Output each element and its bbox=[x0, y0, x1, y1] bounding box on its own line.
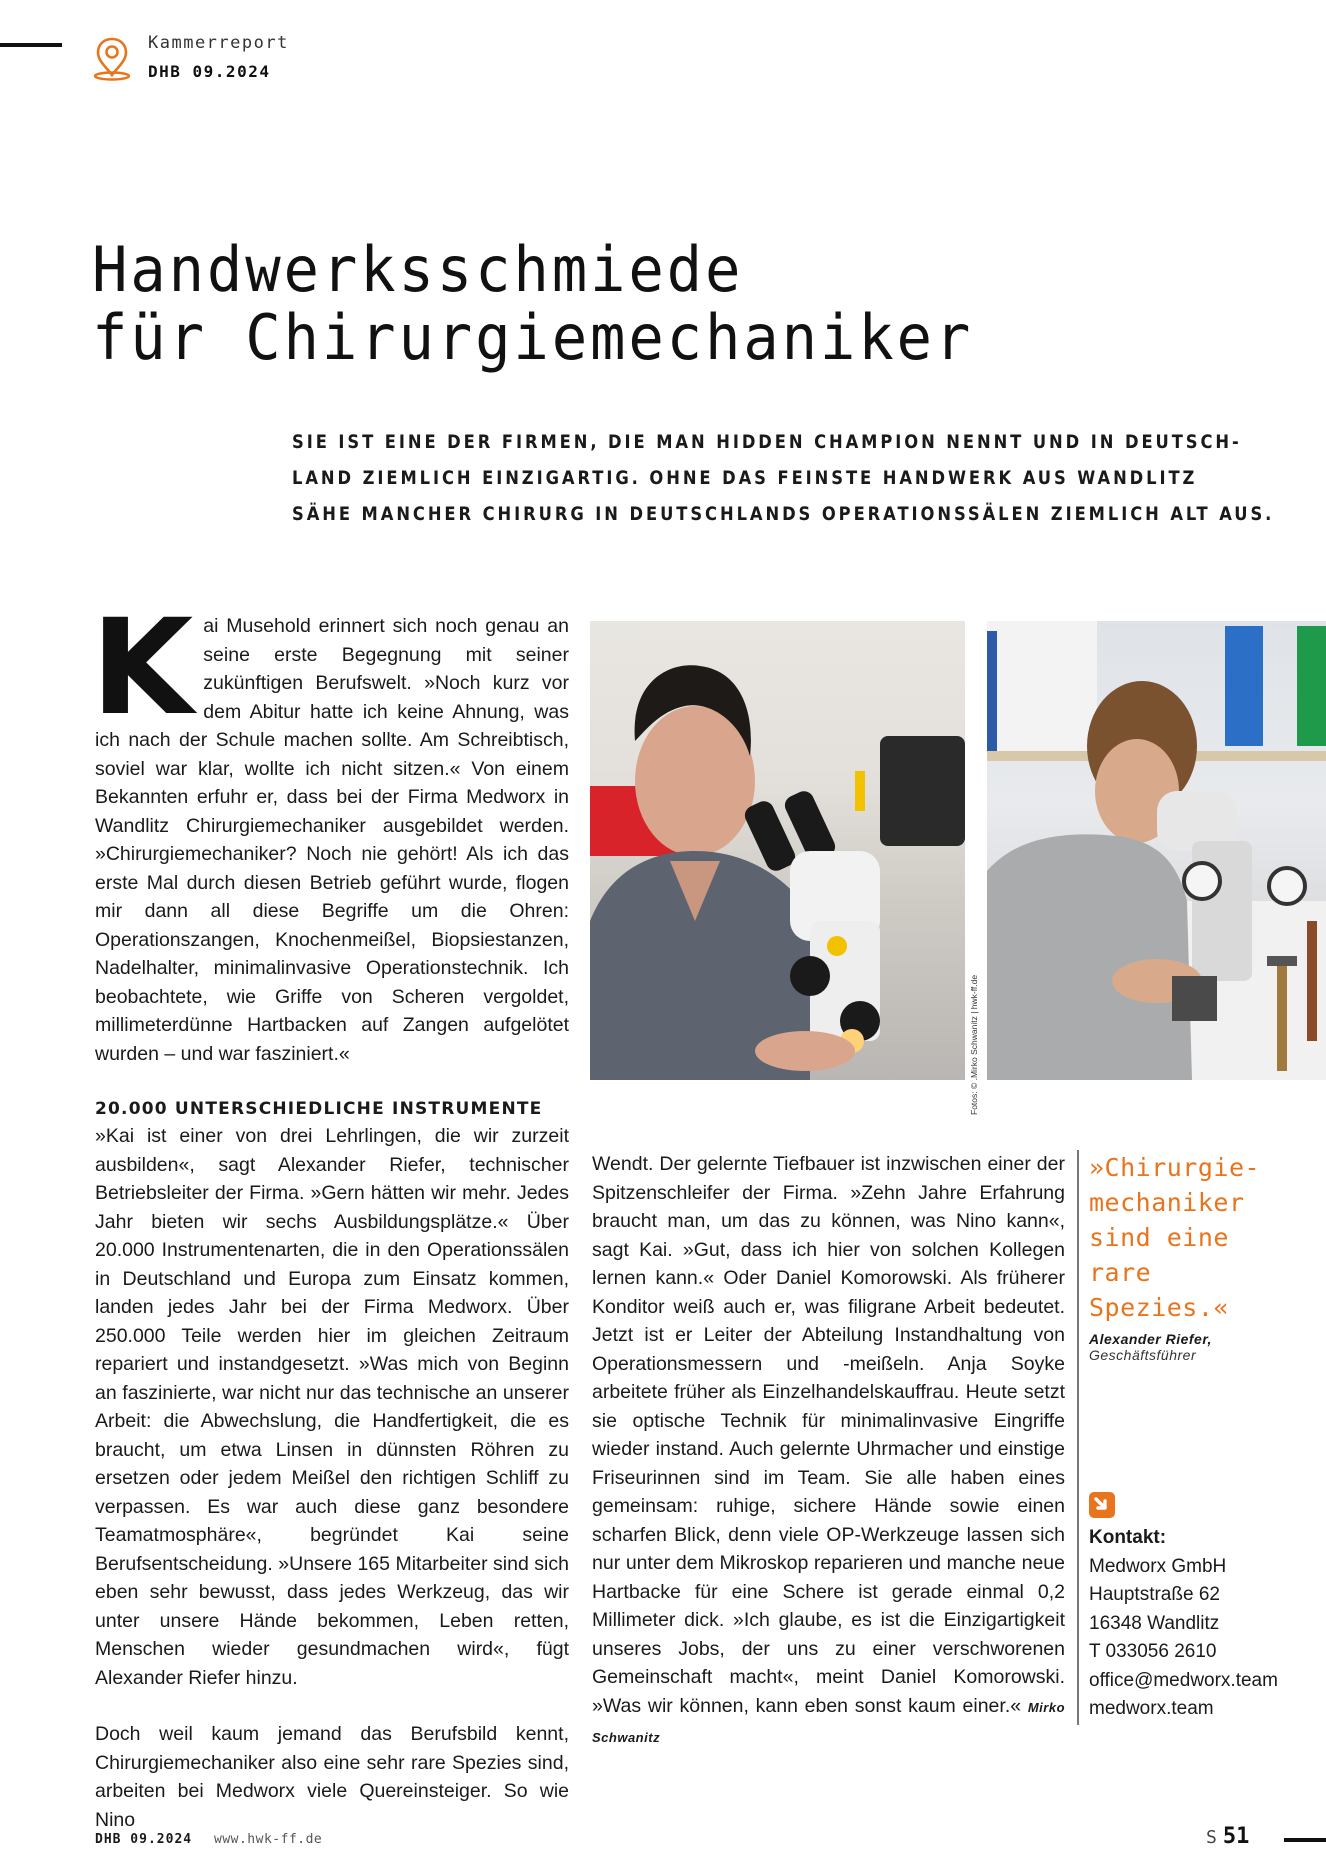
paragraph: »Kai ist einer von drei Lehrlingen, die wir zurzeit ausbilden«, sagt Alexander Riefer, technischer Betriebsleiter der Firma. »Gern hätten wir mehr. Jedes Jahr bieten wir sechs Ausbildungsplätze.« Über 20.000 Instrumentenarten, die in den Operationssälen in Deutschland und Europa zum Einsatz kommen, landen jedes Jahr bei der Firma Medworx. Über 250.000 Teile werden hier im gleichen Zeitraum repariert und instandgesetzt. »Was mich von Beginn an faszinierte, war nicht nur das technische an unserer Arbeit: die Abwechslung, die Handfertigkeit, die es braucht, um etwa Linsen in dünnsten Röhren zu ersetzen oder jedem Meißel den richtigen Schliff zu verpassen. Es war auch diese ganz besondere Teamatmosphäre«, begründet Kai seine Berufsentscheidung. »Unsere 165 Mitarbeiter sind sich eben sehr bewusst, dass jedes Werkzeug, das wir unter unsere Hände bekommen, Leben retten, Menschen wieder gesundmachen wird«, fügt Alexander Riefer hinzu. bbox=[95, 1125, 569, 1689]
header-rule bbox=[0, 43, 62, 47]
footer-issue: DHB 09.2024 bbox=[95, 1832, 193, 1847]
photo-illustration bbox=[987, 621, 1326, 1080]
pull-quote bbox=[1089, 1150, 1326, 1325]
pull-quote-line: sind eine bbox=[1089, 1223, 1229, 1252]
title-line-1: Handwerksschmiede bbox=[92, 233, 744, 306]
pull-quote-line: Spezies.« bbox=[1089, 1293, 1229, 1322]
arrow-down-right-icon bbox=[1089, 1492, 1115, 1518]
photo-young-man-workbench bbox=[987, 621, 1326, 1080]
lede-line: SÄHE MANCHER CHIRURG IN DEUTSCHLANDS OPERATIONSSÄLEN ZIEMLICH ALT AUS. bbox=[292, 503, 1275, 525]
contact-street: Hauptstraße 62 bbox=[1089, 1584, 1220, 1605]
sidebar bbox=[1077, 1150, 1326, 1725]
contact-company: Medworx GmbH bbox=[1089, 1555, 1227, 1577]
quote-author-role: Geschäftsführer bbox=[1089, 1347, 1197, 1363]
article-column-2 bbox=[592, 1150, 1065, 1753]
contact-website[interactable]: medworx.team bbox=[1089, 1698, 1214, 1719]
pull-quote-line: mechaniker bbox=[1089, 1188, 1245, 1217]
footer-rule bbox=[1284, 1838, 1326, 1842]
footer-url[interactable]: www.hwk-ff.de bbox=[214, 1832, 323, 1847]
page-number-value: 51 bbox=[1222, 1824, 1250, 1849]
contact-email[interactable]: office@medworx.team bbox=[1089, 1669, 1278, 1691]
section-label: Kammerreport bbox=[148, 33, 289, 53]
page-number bbox=[1206, 1824, 1249, 1849]
contact-label: Kontakt: bbox=[1089, 1527, 1167, 1548]
paragraph-text: Wendt. Der gelernte Tiefbauer ist inzwischen einer der Spitzenschleifer der Firma. »Zehn Jahre Erfahrung braucht man, um das zu können, was Nino kann«, sagt Kai. »Gut, dass ich hier von solchen Kollegen lernen kann.« Oder Daniel Komorowski. Als früherer Konditor weiß auch er, was filigrane Arbeit bedeutet. Jetzt ist er Leiter der Abteilung Instandhaltung von Operationsmessern und -meißeln. Anja Soyke arbeitete früher als Einzelhandelskauffrau. Heute setzt sie optische Technik für minimalinvasive Eingriffe wieder instand. Auch gelernte Uhrmacher und einstige Friseurinnen sind im Team. Sie alle haben eines gemeinsam: ruhige, sichere Hände sowie einen scharfen Blick, denn viele OP-Werkzeuge lassen sich nur unter dem Mikroskop reparieren und manche neue Hartbacke für eine Schere ist gerade einmal 0,2 Millimeter dick. »Ich glaube, es ist die Einzigartigkeit unseres Jobs, der uns zu einer verschworenen Gemeinschaft macht«, meint Daniel Komorowski. »Was wir können, kann eben sonst kaum einer.« bbox=[592, 1153, 1065, 1717]
drop-cap: K bbox=[91, 591, 194, 745]
quote-author-name: Alexander Riefer, bbox=[1089, 1331, 1212, 1347]
page-prefix: S bbox=[1206, 1827, 1217, 1848]
pull-quote-line: »Chirurgie- bbox=[1089, 1153, 1261, 1182]
article-column-1 bbox=[91, 591, 569, 1834]
photo-credit: Fotos: © .Mirko Schwanitz | hwk-ff.de bbox=[969, 974, 979, 1115]
location-pin-icon bbox=[92, 35, 132, 81]
contact-block bbox=[1089, 1524, 1278, 1724]
contact-city: 16348 Wandlitz bbox=[1089, 1612, 1220, 1634]
paragraph bbox=[592, 1150, 1065, 1753]
issue-label: DHB 09.2024 bbox=[148, 62, 271, 81]
article-lede bbox=[292, 424, 1275, 532]
lede-line: LAND ZIEMLICH EINZIGARTIG. OHNE DAS FEINSTE HANDWERK AUS WANDLITZ bbox=[292, 467, 1198, 489]
photo-illustration bbox=[590, 621, 965, 1080]
photo-woman-microscope bbox=[590, 621, 965, 1080]
author-byline: Mirko Schwanitz bbox=[592, 1699, 1066, 1745]
pull-quote-line: rare bbox=[1089, 1258, 1152, 1287]
paragraph-intro: ai Musehold erinnert sich noch genau an seine erste Begegnung mit seiner zukünftigen Berufswelt. »Noch kurz vor dem Abitur hatte ich keine Ahnung, was ich nach der Schule machen sollte. Am Schreibtisch, soviel war klar, wollte ich nicht sitzen.« Von einem Bekannten erfuhr er, dass bei der Firma Medworx in Wandlitz Chirurgiemechaniker ausgebildet werden. »Chirurgiemechaniker? Noch nie gehört! Als ich das erste Mal durch diesen Betrieb geführt wurde, flogen mir dann all diese Begriffe um die Ohren: Operationszangen, Knochenmeißel, Biopsiestanzen, Nadelhalter, minimalinvasive Operationstechnik. Ich beobachtete, wie Griffe von Scheren vergoldet, millimeterdünne Hartbacken auf Zangen aufgelötet wurden – und war fasziniert.« bbox=[95, 615, 569, 1065]
contact-phone: T 033056 2610 bbox=[1089, 1641, 1217, 1662]
lede-line: SIE IST EINE DER FIRMEN, DIE MAN HIDDEN CHAMPION NENNT UND IN DEUTSCH- bbox=[292, 431, 1242, 453]
subheading: 20.000 UNTERSCHIEDLICHE INSTRUMENTE bbox=[95, 1099, 543, 1119]
title-line-2: für Chirurgiemechaniker bbox=[92, 301, 974, 374]
article-title bbox=[92, 233, 974, 374]
paragraph: Doch weil kaum jemand das Berufsbild kennt, Chirurgiemechaniker also eine sehr rare Spezies sind, arbeiten bei Medworx viele Quereinsteiger. So wie Nino bbox=[95, 1723, 569, 1831]
